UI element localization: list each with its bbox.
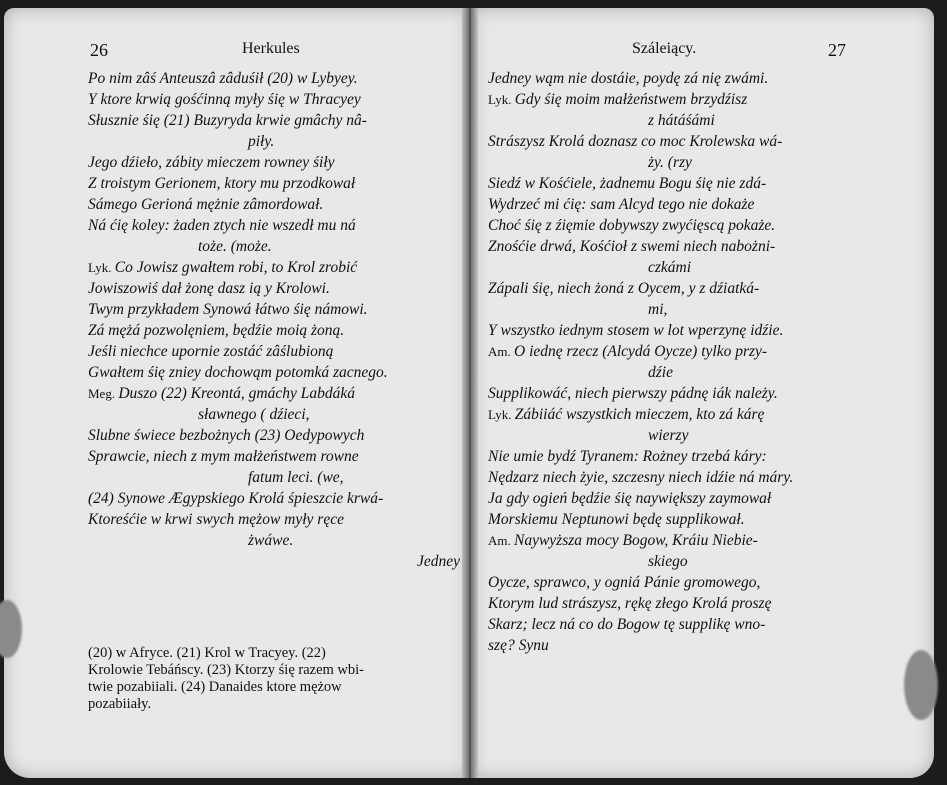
verse-text: Jowiszowiś dał żonę dasz ią y Krolowi. <box>88 280 330 297</box>
verse-text: Ktorym lud strászysz, rękę złego Krolá proszę <box>488 595 772 612</box>
footnote-line: pozabiiały. <box>88 696 152 712</box>
verse-line <box>88 299 460 320</box>
verse-text: czkámi <box>648 259 692 276</box>
verse-line <box>488 530 860 551</box>
verse-line <box>88 383 460 404</box>
verse-line <box>488 614 860 635</box>
verse-text: Twym przykładem Synowá łátwo śię námowi. <box>88 301 368 318</box>
verse-text: Strászysz Krolá doznasz co moc Krolewska wá- <box>488 133 783 150</box>
speaker-label: Lyk. <box>488 92 515 107</box>
book-gutter <box>462 8 478 778</box>
left-footnotes <box>88 645 460 713</box>
verse-text: Wydrzeć mi ćię: sam Alcyd tego nie dokaże <box>488 196 755 213</box>
right-page <box>472 8 934 778</box>
left-running-head: Herkules <box>242 40 300 57</box>
verse-text: Zápali śię, niech żoná z Oycem, y z dźiatká- <box>488 280 760 297</box>
verse-text: toże. (może. <box>198 238 272 255</box>
speaker-label: Lyk. <box>488 407 515 422</box>
verse-text: O iednę rzecz (Alcydá Oycze) tylko przy- <box>514 343 768 360</box>
verse-text: Oycze, sprawco, y ogniá Pánie gromowego, <box>488 574 761 591</box>
verse-line <box>488 152 860 173</box>
verse-line <box>488 635 860 656</box>
verse-line <box>88 173 460 194</box>
verse-line <box>88 551 460 572</box>
verse-line <box>488 446 860 467</box>
left-verse-block <box>88 68 460 572</box>
verse-line <box>488 362 860 383</box>
verse-line <box>88 341 460 362</box>
verse-line <box>488 68 860 89</box>
verse-line <box>88 110 460 131</box>
speaker-label: Meg. <box>88 386 119 401</box>
verse-text: Siedź w Kośćiele, żadnemu Bogu śię nie zdá- <box>488 175 767 192</box>
verse-text: Gdy śię moim małżeństwem brzydźisz <box>514 91 748 108</box>
verse-text: Supplikowáć, niech pierwszy pádnę iák należy. <box>488 385 778 402</box>
verse-line <box>88 467 460 488</box>
verse-text: Z troistym Gerionem, ktory mu przodkował <box>88 175 356 192</box>
verse-line <box>488 404 860 425</box>
footnote-line: Krolowie Tebáńscy. (23) Ktorzy śię razem wbi- <box>88 662 365 678</box>
verse-line <box>488 341 860 362</box>
verse-line <box>488 131 860 152</box>
verse-line <box>488 593 860 614</box>
right-verse-block <box>488 68 860 656</box>
verse-line <box>88 404 460 425</box>
verse-text: Slubne świece bezbożnych (23) Oedypowych <box>88 427 365 444</box>
speaker-label: Lyk. <box>88 260 115 275</box>
verse-line <box>88 89 460 110</box>
verse-line <box>488 215 860 236</box>
verse-text: Sámego Gerioná mężnie zâmordował. <box>88 196 324 213</box>
verse-line <box>488 89 860 110</box>
verse-line <box>88 131 460 152</box>
right-running-head: Száleiący. <box>632 40 697 57</box>
verse-text: Ktoreśćie w krwi swych mężow myły ręce <box>88 511 344 528</box>
footnote-line: (20) w Afryce. (21) Krol w Tracyey. (22) <box>88 645 326 661</box>
verse-line <box>88 236 460 257</box>
left-page <box>4 8 469 778</box>
verse-line <box>88 488 460 509</box>
verse-text: (24) Synowe Ægypskiego Krolá śpieszcie krwá- <box>88 490 384 507</box>
verse-text: ży. (rzy <box>648 154 692 171</box>
verse-text: Jeśli niechce upornie zostáć zâślubioną <box>88 343 334 360</box>
footnote-line: twie pozabiiali. (24) Danaides ktore mężow <box>88 679 342 695</box>
verse-text: szę? Synu <box>488 637 549 654</box>
verse-text: wierzy <box>648 427 689 444</box>
verse-text: dźie <box>648 364 673 381</box>
speaker-label: Am. <box>488 344 514 359</box>
verse-text: Y wszystko iednym stosem w lot wperzynę idźie. <box>488 322 784 339</box>
verse-line <box>88 509 460 530</box>
verse-text: Morskiemu Neptunowi będę supplikował. <box>488 511 745 528</box>
verse-line <box>88 320 460 341</box>
verse-text: Nędzarz niech żyie, szczesny niech idźie ná máry. <box>488 469 794 486</box>
verse-text: Choć śię z źięmie dobywszy zwyćięscą pokaże. <box>488 217 776 234</box>
verse-line <box>88 215 460 236</box>
verse-text: Jedney <box>416 553 460 570</box>
right-thumb <box>904 650 938 720</box>
verse-text: skiego <box>648 553 688 570</box>
verse-line <box>488 551 860 572</box>
verse-line <box>88 446 460 467</box>
verse-line <box>88 152 460 173</box>
verse-line <box>488 572 860 593</box>
verse-text: Naywyższa mocy Bogow, Kráiu Niebie- <box>514 532 758 549</box>
verse-line <box>488 467 860 488</box>
right-page-number: 27 <box>828 40 846 60</box>
verse-line <box>488 299 860 320</box>
verse-text: Ja gdy ogień będźie śię naywiększy zaymował <box>488 490 772 507</box>
verse-line <box>488 236 860 257</box>
verse-text: Słusznie śię (21) Buzyryda krwie gmâchy nâ- <box>88 112 367 129</box>
verse-line <box>488 110 860 131</box>
verse-text: z hátáśámi <box>648 112 715 129</box>
verse-text: piły. <box>248 133 275 150</box>
verse-line <box>488 383 860 404</box>
verse-text: Jego dźieło, zábity mieczem rowney śiły <box>88 154 335 171</box>
verse-text: Zábiiáć wszystkich mieczem, kto zá kárę <box>514 406 765 423</box>
verse-text: Jedney wąm nie dostáie, poydę zá nię zwámi. <box>488 70 769 87</box>
verse-line <box>88 194 460 215</box>
verse-text: sławnego ( dźieci, <box>198 406 310 423</box>
verse-line <box>88 68 460 89</box>
verse-line <box>88 278 460 299</box>
verse-line <box>88 425 460 446</box>
verse-line <box>488 509 860 530</box>
verse-text: Duszo (22) Kreontá, gmáchy Labdáká <box>118 385 355 402</box>
verse-line <box>488 173 860 194</box>
verse-text: Sprawcie, niech z mym małżeństwem rowne <box>88 448 359 465</box>
verse-line <box>88 257 460 278</box>
verse-text: Skarz; lecz ná co do Bogow tę supplikę wno- <box>488 616 766 633</box>
verse-text: fatum leci. (we, <box>248 469 344 486</box>
left-page-number: 26 <box>90 40 108 60</box>
verse-text: Po nim zâś Anteuszâ zâduśił (20) w Lybyey. <box>88 70 358 87</box>
verse-line <box>488 320 860 341</box>
verse-text: Gwałtem śię zniey dochowąm potomká zacnego. <box>88 364 388 381</box>
verse-text: Znośćie drwá, Kośćioł z swemi niech nabożni- <box>488 238 776 255</box>
verse-text: żwáwe. <box>248 532 294 549</box>
verse-line <box>488 194 860 215</box>
verse-text: Co Jowisz gwałtem robi, to Krol zrobić <box>114 259 358 276</box>
speaker-label: Am. <box>488 533 514 548</box>
verse-text: Ná ćię koley: żaden ztych nie wszedł mu ná <box>88 217 356 234</box>
verse-line <box>488 425 860 446</box>
verse-line <box>488 488 860 509</box>
verse-line <box>88 530 460 551</box>
verse-line <box>488 278 860 299</box>
verse-text: Y ktore krwią gośćinną myły śię w Thracyey <box>88 91 361 108</box>
verse-text: mi, <box>648 301 668 318</box>
verse-text: Zá mężá pozwolęniem, będźie moią żoną. <box>88 322 345 339</box>
verse-text: Nie umie bydź Tyranem: Rożney trzebá káry: <box>488 448 767 465</box>
verse-line <box>88 362 460 383</box>
verse-line <box>488 257 860 278</box>
